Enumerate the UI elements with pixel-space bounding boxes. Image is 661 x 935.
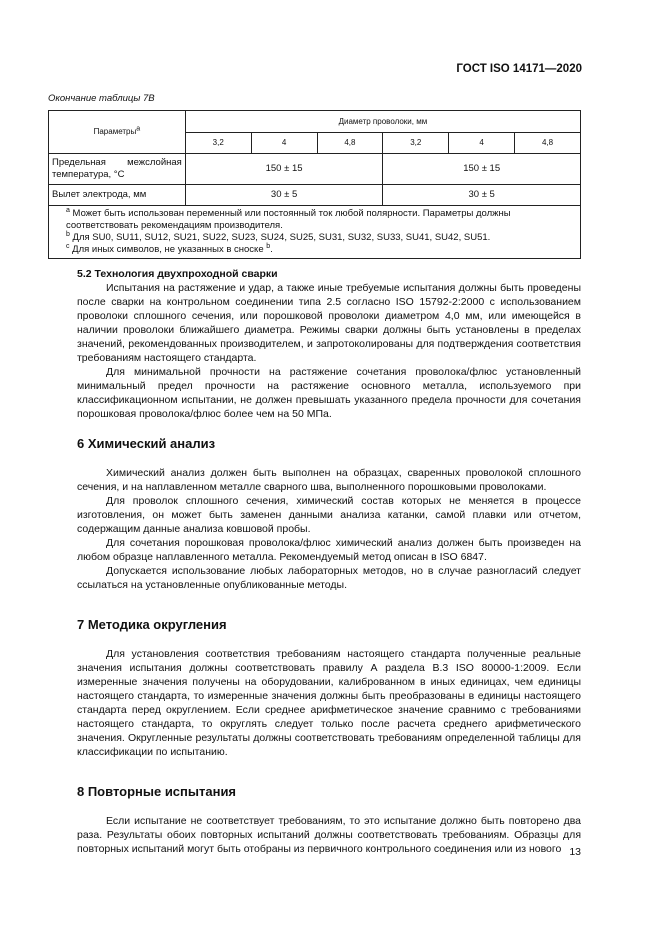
paragraph: Химический анализ должен быть выполнен на образцах, сваренных проволокой сплошного сечения, и на наплавленном металле сварного шва, выполненного порошковыми проволоками.	[77, 467, 581, 493]
param-header-note: a	[136, 125, 141, 133]
footnote-mark: c	[66, 242, 70, 250]
row-value: 150 ± 15	[383, 154, 581, 185]
diameter-cell: 3,2	[185, 133, 251, 154]
row-label: Предельная межслойная температура, °C	[49, 154, 186, 185]
footnote-tail: .	[270, 244, 273, 255]
row-value: 30 ± 5	[185, 185, 383, 206]
footnote-text: Может быть использован переменный или постоянный ток любой полярности. Параметры должны соответствовать рекомендациям производителя.	[66, 208, 511, 231]
table-row	[49, 185, 581, 206]
paragraph: Для сочетания порошковая проволока/флюс химический анализ должен быть произведен на любом образце наплавленного металла. Рекомендуемый метод описан в ISO 6847.	[77, 537, 581, 563]
footnote	[52, 208, 577, 232]
welding-parameters-table	[48, 110, 581, 259]
document-body	[77, 267, 581, 856]
diameter-cell: 3,2	[383, 133, 449, 154]
section-heading: 8 Повторные испытания	[77, 784, 237, 799]
row-value: 30 ± 5	[383, 185, 581, 206]
diameter-cell: 4,8	[317, 133, 383, 154]
table-notes	[49, 206, 581, 259]
row-label: Вылет электрода, мм	[49, 185, 186, 206]
param-header-cell	[49, 111, 186, 154]
footnote-mark: a	[66, 206, 70, 214]
footnote	[52, 244, 577, 256]
footnote-ref: b	[266, 242, 271, 250]
paragraph: Для минимальной прочности на растяжение сочетания проволока/флюс установленный минимальный предел прочности на растяжение основного металла, используемого при классификационном испытании, не должен превышать указанного предела прочности для сочетания порошковая проволока/флюс более чем на 50 МПа.	[77, 366, 581, 420]
paragraph: Для установления соответствия требованиям настоящего стандарта полученные реальные значения испытания должны соответствовать правилу А раздела В.3 ISO 80000-1:2009. Если измеренные значения получены на оборудовании, калиброванном в иных единицах, чем единицы настоящего стандарта, то измеренные значения должны быть преобразованы в единицы настоящего стандарта перед округлением. Если среднее арифметическое значение сравнимо с требованиями настоящего стандарта, то округлять следует только после расчета среднего арифметического значения. Округленные результаты должны соответствовать требованиям определенной таблицы для классификации по испытанию.	[77, 648, 581, 758]
paragraph: Для проволок сплошного сечения, химический состав которых не меняется в процессе изготовления, он может быть заменен данными анализа катанки, самой плавки или отчетом, содержащим данные анализа ковшовой пробы.	[77, 495, 581, 535]
footnote-mark: b	[66, 230, 70, 238]
paragraph: Если испытание не соответствует требованиям, то это испытание должно быть повторено два раза. Результаты обоих повторных испытаний должны соответствовать требованиям. Образцы для повторных испытаний могут быть отобраны из первичного контрольного соединения или из нового	[77, 815, 581, 855]
page-number: 13	[569, 846, 581, 858]
param-header-label: Параметры	[93, 127, 137, 136]
table-row	[49, 154, 581, 185]
table-caption: Окончание таблицы 7B	[48, 93, 155, 104]
diameter-cell: 4	[449, 133, 515, 154]
section-heading: 5.2 Технология двухпроходной сварки	[77, 268, 278, 280]
row-value: 150 ± 15	[185, 154, 383, 185]
document-id: ГОСТ ISO 14171—2020	[456, 63, 582, 75]
diameter-cell: 4	[251, 133, 317, 154]
section-heading: 7 Методика округления	[77, 617, 227, 632]
footnote-text: Для иных символов, не указанных в сноске	[72, 244, 264, 255]
section-heading: 6 Химический анализ	[77, 436, 216, 451]
diameter-header: Диаметр проволоки, мм	[185, 111, 580, 133]
footnote-text: Для SU0, SU11, SU12, SU21, SU22, SU23, SU24, SU25, SU31, SU32, SU33, SU41, SU42, SU51.	[72, 232, 491, 243]
diameter-cell: 4,8	[515, 133, 581, 154]
footnote	[52, 232, 577, 244]
paragraph: Испытания на растяжение и удар, а также иные требуемые испытания должны быть проведены после сварки на контрольном соединении типа 2.5 согласно ISO 15792-2:2000 с использованием проволоки сплошного сечения, или порошковой проволоки диаметром 4,0 мм, или имеющейся в наличии проволоки ближайшего диаметра. Режимы сварки должны быть установлены в пределах значений, рекомендованных производителем, и запротоколированы для подтверждения соответствия требованиям настоящего стандарта.	[77, 282, 581, 364]
paragraph: Допускается использование любых лабораторных методов, но в случае разногласий следует ссылаться на установленные опубликованные методы.	[77, 565, 581, 591]
